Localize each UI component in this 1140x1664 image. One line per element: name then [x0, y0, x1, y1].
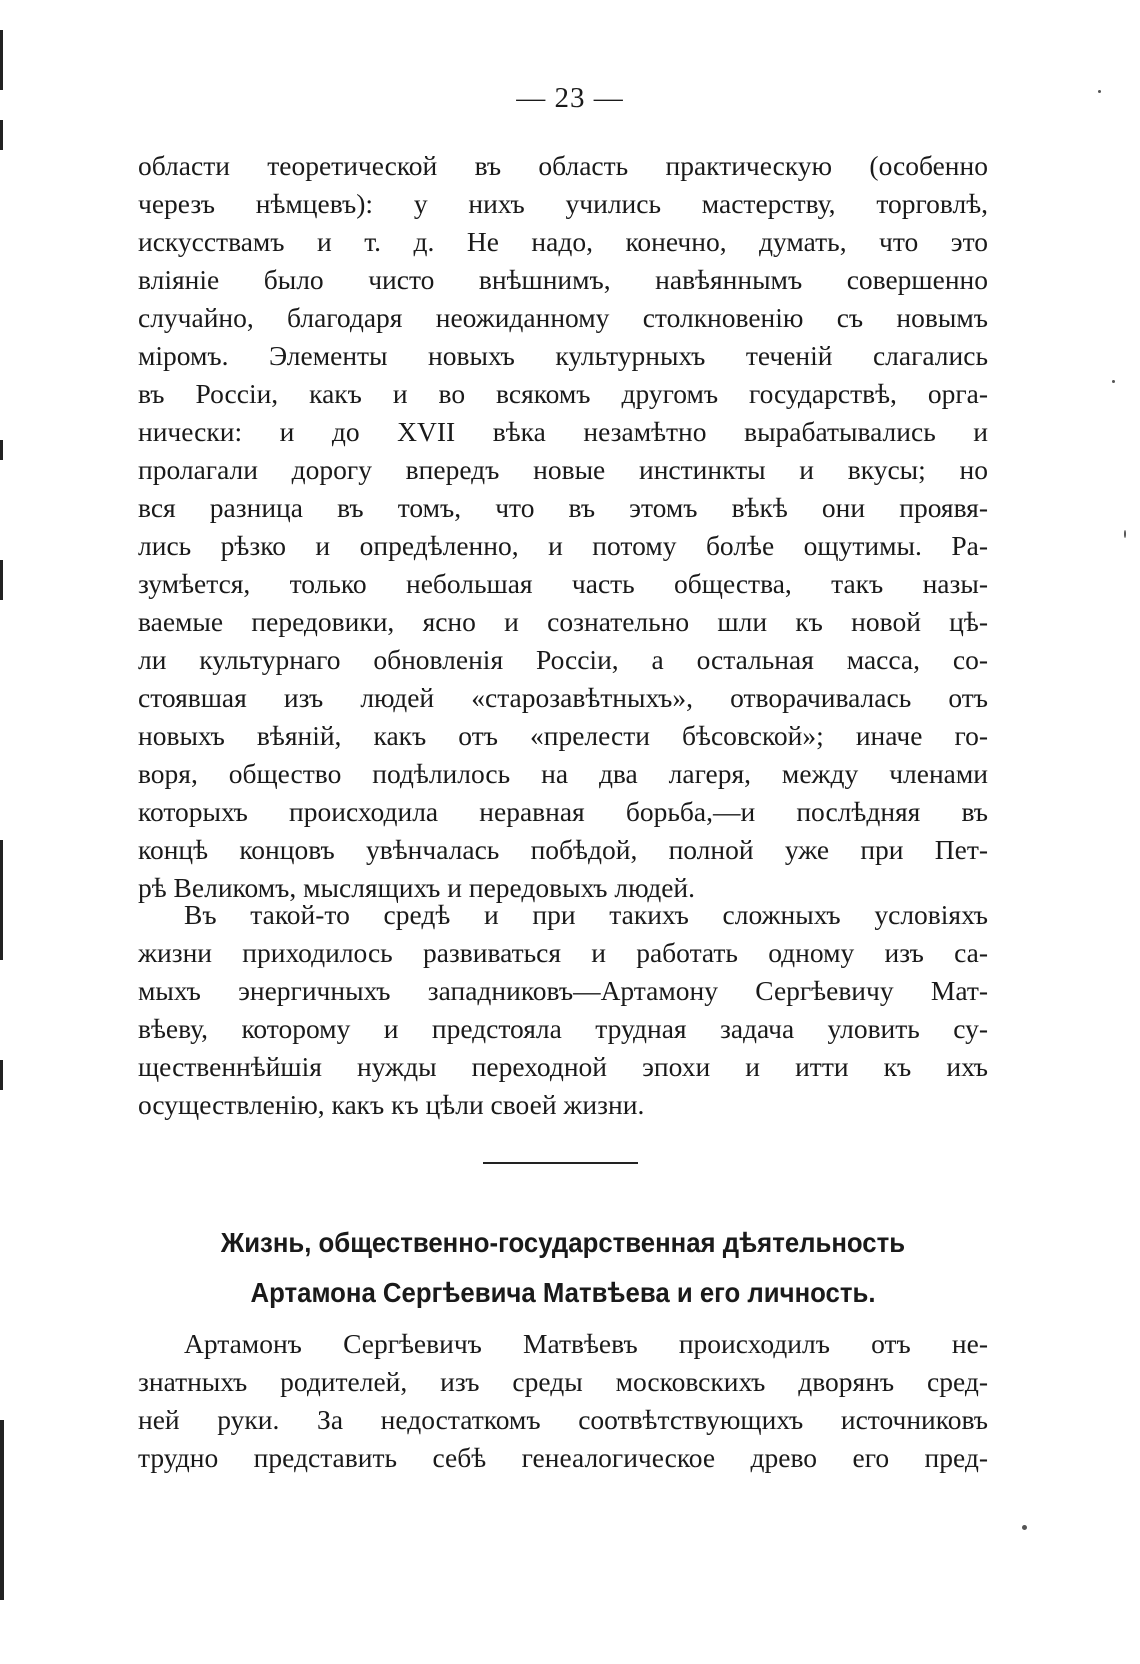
text-line: пролагали дорогу впередъ новые инстинкты и вкусы; но	[138, 454, 988, 485]
text-line: нически: и до XVII вѣка незамѣтно вырабатывались и	[138, 416, 988, 447]
text-line: вся разница въ томъ, что въ этомъ вѣкѣ они проявя-	[138, 492, 988, 523]
text-line: случайно, благодаря неожиданному столкновенію съ новымъ	[138, 302, 988, 333]
text-line: ли культурнаго обновленія Россіи, а остальная масса, со-	[138, 644, 988, 675]
text-line: зумѣется, только небольшая часть общества, такъ назы-	[138, 568, 988, 599]
text-line: ваемые передовики, ясно и сознательно шли къ новой цѣ-	[138, 606, 988, 637]
text-line: искусствамъ и т. д. Не надо, конечно, думать, что это	[138, 226, 988, 257]
section-heading-line: Жизнь, общественно-государственная дѣятельность	[220, 1227, 906, 1258]
section-heading	[172, 1218, 954, 1318]
paragraph-continued	[138, 147, 988, 907]
text-line: вліяніе было чисто внѣшнимъ, навѣяннымъ совершенно	[138, 264, 988, 295]
text-line: въ Россіи, какъ и во всякомъ другомъ государствѣ, орга-	[138, 378, 988, 409]
text-line: вѣеву, которому и предстояла трудная задача уловить су-	[138, 1013, 988, 1044]
page-number: — 23 —	[516, 82, 624, 114]
text-line: стоявшая изъ людей «старозавѣтныхъ», отворачивалась отъ	[138, 682, 988, 713]
text-line: осуществленію, какъ къ цѣли своей жизни.	[138, 1089, 645, 1120]
scan-speck	[1112, 380, 1115, 383]
text-line: ней руки. За недостаткомъ соотвѣтствующихъ источниковъ	[138, 1404, 988, 1435]
text-line: области теоретической въ область практическую (особенно	[138, 150, 988, 181]
scan-speck	[1124, 530, 1126, 538]
text-line: рѣ Великомъ, мыслящихъ и передовыхъ людей.	[138, 872, 696, 903]
text-line: міромъ. Элементы новыхъ культурныхъ теченій слагались	[138, 340, 988, 371]
text-line: трудно представить себѣ генеалогическое древо его пред-	[138, 1442, 988, 1473]
text-line: знатныхъ родителей, изъ среды московскихъ дворянъ сред-	[138, 1366, 988, 1397]
paragraph-2	[138, 896, 988, 1124]
text-line: мыхъ энергичныхъ западниковъ—Артамону Сергѣевичу Мат-	[138, 975, 988, 1006]
text-line: Артамонъ Сергѣевичъ Матвѣевъ происходилъ отъ не-	[184, 1328, 988, 1359]
text-line: Въ такой-то средѣ и при такихъ сложныхъ условіяхъ	[184, 899, 988, 930]
section-divider	[483, 1162, 638, 1164]
text-line: новыхъ вѣяній, какъ отъ «прелести бѣсовской»; иначе го-	[138, 720, 988, 751]
text-line: жизни приходилось развиваться и работать одному изъ са-	[138, 937, 988, 968]
text-line: концѣ концовъ увѣнчалась побѣдой, полной уже при Пет-	[138, 834, 988, 865]
scan-left-edge	[0, 0, 4, 1664]
text-line: лись рѣзко и опредѣленно, и потому болѣе ощутимы. Ра-	[138, 530, 988, 561]
section-heading-line: Артамона Сергѣевича Матвѣева и его личность.	[250, 1277, 876, 1308]
text-line: которыхъ происходила неравная борьба,—и послѣдняя въ	[138, 796, 988, 827]
paragraph-3	[138, 1325, 988, 1477]
text-line: щественнѣйшія нужды переходной эпохи и итти къ ихъ	[138, 1051, 988, 1082]
scan-speck	[1022, 1525, 1027, 1530]
text-line: черезъ нѣмцевъ): у нихъ учились мастерству, торговлѣ,	[138, 188, 988, 219]
text-line: воря, общество подѣлилось на два лагеря, между членами	[138, 758, 988, 789]
